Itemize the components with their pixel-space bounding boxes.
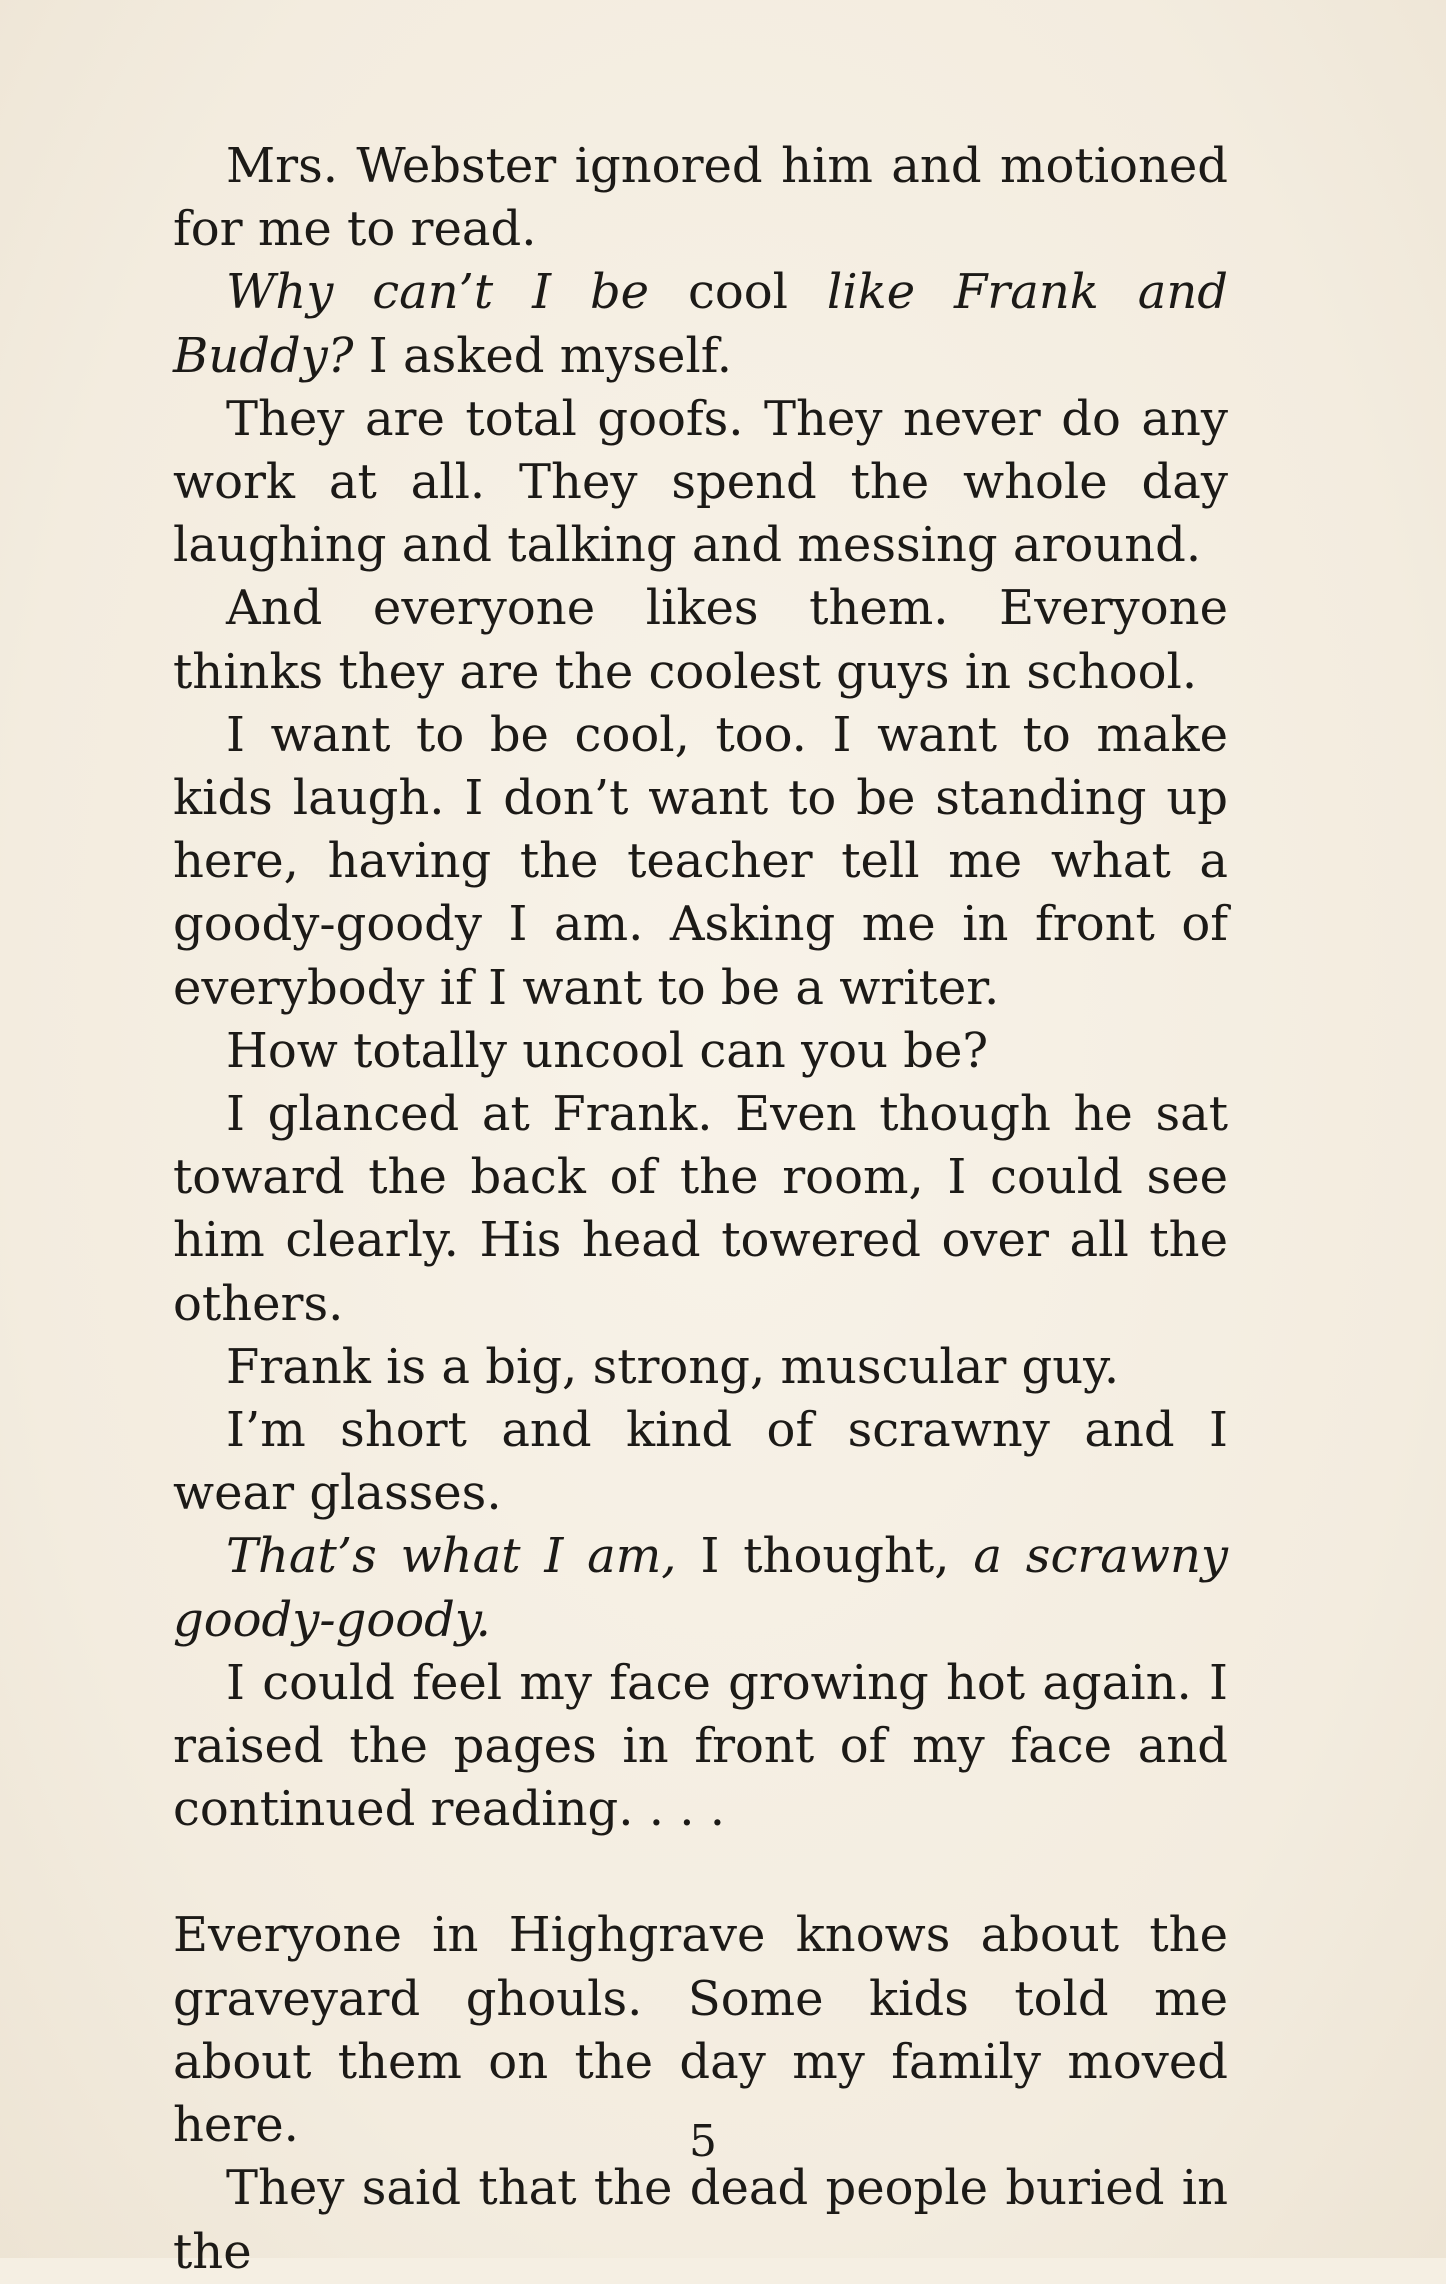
text-segment: And everyone likes them. Everyone thinks they are the coolest guys in school. bbox=[173, 580, 1228, 700]
text-segment: Mrs. Webster ignored him and motioned for me to read. bbox=[173, 138, 1228, 258]
italic-text: like Frank and Buddy? bbox=[173, 264, 1229, 384]
text-segment: I want to be cool, too. I want to make kids laugh. I don’t want to be standing up here, having the teacher tell me what a goody-goody I am. Asking me in front of everybody if I want to be a writer. bbox=[173, 706, 1228, 1016]
paragraph bbox=[173, 135, 1228, 261]
text-segment: Frank is a big, strong, muscular guy. bbox=[226, 1338, 1120, 1395]
paragraph bbox=[173, 1020, 1228, 1083]
paragraph bbox=[173, 388, 1228, 578]
italic-text: Why can’t I be bbox=[226, 264, 650, 321]
text-segment: I could feel my face growing hot again. I raised the pages in front of my face and continued reading. . . . bbox=[173, 1654, 1228, 1838]
page-number: 5 bbox=[689, 2116, 717, 2167]
text-segment: I’m short and kind of scrawny and I wear glasses. bbox=[173, 1402, 1228, 1522]
text-segment: How totally uncool can you be? bbox=[226, 1022, 989, 1079]
paragraph bbox=[173, 1083, 1228, 1336]
italic-text: a scrawny goody-goody. bbox=[173, 1528, 1229, 1648]
text-segment: Everyone in Highgrave knows about the graveyard ghouls. Some kids told me about them on the day my family moved here. bbox=[173, 1907, 1228, 2154]
paragraph bbox=[173, 2157, 1228, 2283]
italic-text: That’s what I am, bbox=[226, 1528, 677, 1585]
text-segment: I asked myself. bbox=[353, 327, 733, 384]
text-segment: They said that the dead people buried in the bbox=[173, 2160, 1228, 2280]
text-segment: I glanced at Frank. Even though he sat toward the back of the room, I could see him clearly. His head towered over all the others. bbox=[173, 1086, 1228, 1332]
paragraph bbox=[173, 577, 1228, 703]
paragraph bbox=[173, 1652, 1228, 1842]
paragraph bbox=[173, 1399, 1228, 1525]
paragraph bbox=[173, 261, 1228, 387]
text-segment: I thought, bbox=[676, 1528, 974, 1585]
text-segment: They are total goofs. They never do any work at all. They spend the whole day laughing and talking and messing around. bbox=[173, 390, 1228, 574]
paragraph bbox=[173, 1525, 1228, 1651]
body-text bbox=[173, 135, 1228, 2284]
paragraph bbox=[173, 704, 1228, 1020]
paragraph bbox=[173, 1336, 1228, 1399]
text-segment: cool bbox=[649, 264, 827, 321]
